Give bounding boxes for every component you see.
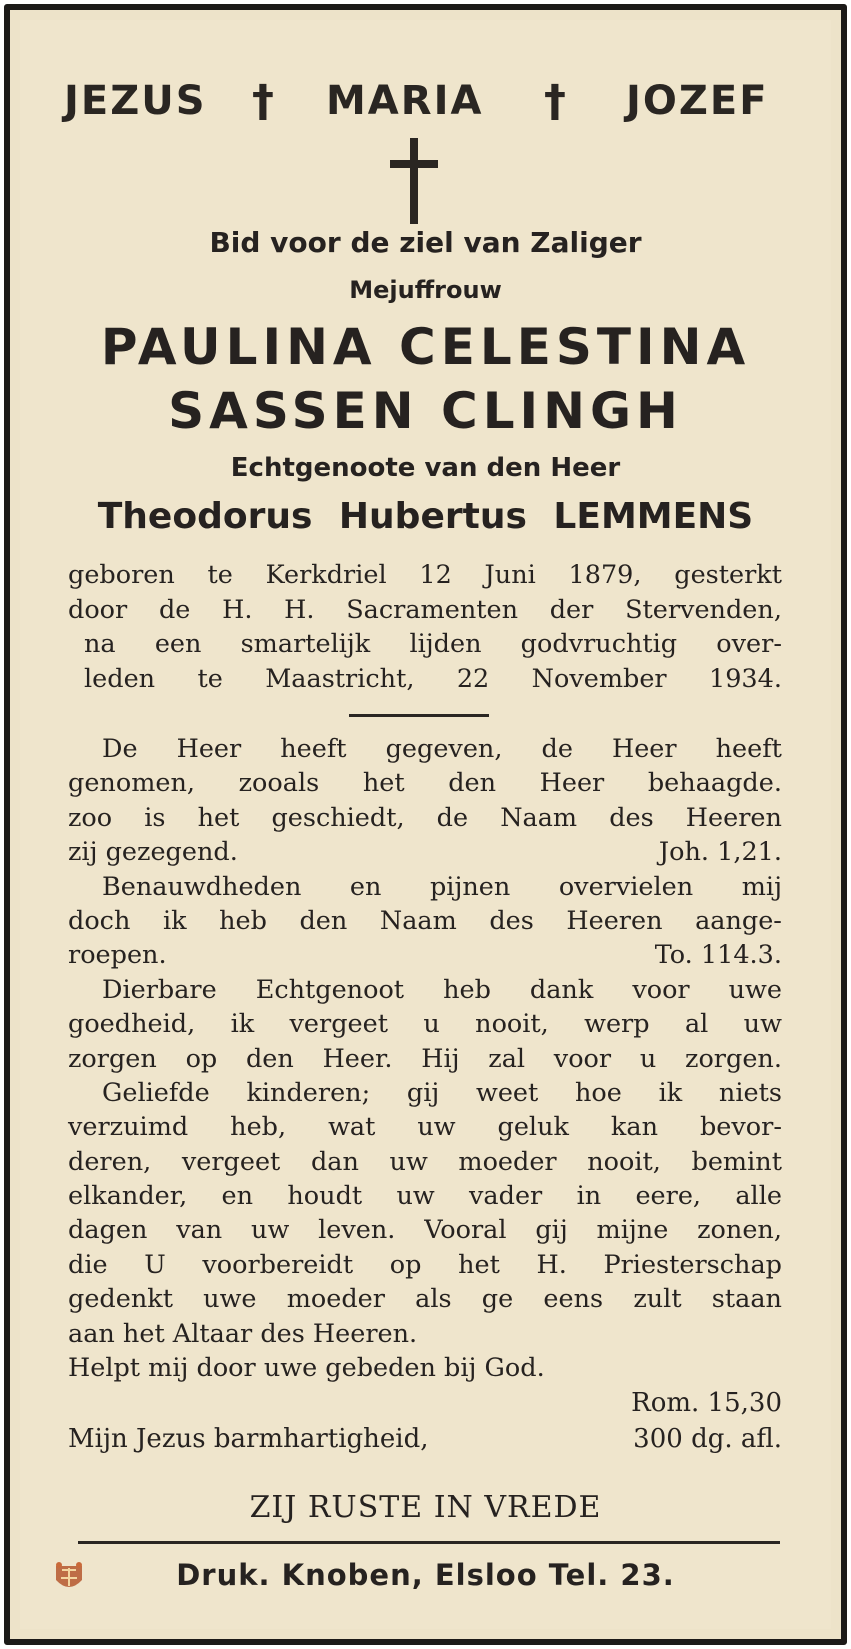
title-mejuffrouw: Mejuffrouw bbox=[349, 276, 502, 304]
biography-word: te bbox=[207, 560, 233, 590]
biography-word: November bbox=[531, 663, 667, 694]
text-line bbox=[68, 1248, 782, 1282]
text-word: heb bbox=[219, 905, 267, 936]
text-word: u bbox=[639, 1043, 657, 1074]
text-word: niets bbox=[718, 1077, 782, 1108]
biography-line bbox=[68, 593, 782, 628]
text-word: Dierbare bbox=[102, 974, 217, 1005]
text-word: zij gezegend. bbox=[68, 837, 238, 868]
biography-word: gesterkt bbox=[674, 560, 782, 590]
text-word: Naam bbox=[500, 802, 578, 833]
text-word: weet bbox=[476, 1077, 539, 1108]
biography-line bbox=[68, 627, 782, 662]
text-word: zal bbox=[488, 1043, 526, 1074]
text-word: op bbox=[389, 1249, 422, 1280]
biography-word: over- bbox=[716, 629, 782, 659]
text-line bbox=[68, 835, 782, 869]
text-word: zorgen bbox=[68, 1043, 157, 1074]
text-word: gij bbox=[406, 1077, 440, 1108]
text-word: den bbox=[245, 1043, 294, 1074]
text-word: elkander, bbox=[68, 1181, 188, 1212]
text-word: is bbox=[144, 802, 166, 833]
biography-word: de bbox=[158, 594, 191, 625]
text-word: Echtgenoot bbox=[255, 974, 405, 1005]
text-word: uw bbox=[743, 1009, 782, 1040]
text-line bbox=[68, 904, 782, 938]
text-word: gij bbox=[535, 1215, 568, 1246]
text-word: die bbox=[68, 1249, 108, 1280]
biography-word: te bbox=[197, 663, 223, 694]
text-word: van bbox=[176, 1215, 223, 1246]
text-word: vergeet bbox=[289, 1009, 388, 1040]
biography-word: door bbox=[68, 594, 128, 625]
text-word: goedheid, bbox=[68, 1009, 196, 1040]
indulgence-days: 300 dg. afl. bbox=[633, 1424, 782, 1454]
text-word: den bbox=[299, 905, 348, 936]
text-word: Joh. 1,21. bbox=[658, 837, 782, 868]
text-word: den bbox=[448, 768, 497, 799]
text-word: gegeven, bbox=[385, 734, 503, 764]
text-word: aan het Altaar des Heeren. bbox=[68, 1318, 418, 1349]
text-word: zult bbox=[633, 1284, 682, 1315]
text-word: Heer bbox=[176, 734, 242, 764]
text-line bbox=[68, 1076, 782, 1110]
text-word: ik bbox=[230, 1009, 255, 1040]
biography-word: na bbox=[84, 629, 116, 659]
text-word: nooit, bbox=[587, 1146, 661, 1177]
biography-word: een bbox=[154, 629, 202, 659]
text-word: wat bbox=[328, 1112, 376, 1143]
text-word: des bbox=[489, 905, 534, 936]
text-word: deren, bbox=[68, 1146, 152, 1177]
text-word: overvielen bbox=[558, 871, 694, 902]
text-word: Heer. bbox=[322, 1043, 393, 1074]
text-word: behaagde. bbox=[647, 768, 782, 799]
text-word: De bbox=[102, 734, 138, 764]
text-word: ik bbox=[162, 905, 187, 936]
text-word: uw bbox=[396, 1181, 435, 1212]
text-word: H. bbox=[536, 1249, 567, 1280]
text-word: nooit, bbox=[475, 1009, 549, 1040]
text-word: Naam bbox=[379, 905, 457, 936]
text-word: zooals bbox=[238, 768, 320, 799]
bottom-divider bbox=[78, 1541, 780, 1544]
text-word: Heeren bbox=[685, 802, 782, 833]
reference-rom: Rom. 15,30 bbox=[631, 1388, 782, 1418]
text-word: leven. bbox=[318, 1215, 396, 1246]
text-word: het bbox=[458, 1249, 500, 1280]
scripture-texts bbox=[68, 732, 782, 1385]
text-word: verzuimd bbox=[68, 1112, 189, 1143]
small-cross-icon: † bbox=[252, 76, 274, 127]
biography-word: der bbox=[549, 594, 594, 625]
text-word: voor bbox=[553, 1043, 612, 1074]
printer-line: Druk. Knoben, Elsloo Tel. 23. bbox=[176, 1558, 675, 1592]
text-word: voorbereidt bbox=[202, 1249, 354, 1280]
biography-word: 22 bbox=[456, 663, 490, 694]
biography-word: 12 bbox=[419, 560, 452, 590]
text-line bbox=[68, 1179, 782, 1213]
biography-line bbox=[68, 558, 782, 593]
text-word: dan bbox=[310, 1146, 359, 1177]
text-word: ik bbox=[658, 1077, 683, 1108]
text-line bbox=[68, 1042, 782, 1076]
text-word: uw bbox=[251, 1215, 290, 1246]
cross-icon bbox=[390, 138, 438, 224]
text-word: To. 114.3. bbox=[654, 940, 782, 971]
text-line bbox=[68, 801, 782, 835]
biography-word: smartelijk bbox=[240, 629, 371, 659]
text-word: ge bbox=[481, 1284, 514, 1315]
text-word: Geliefde bbox=[102, 1077, 210, 1108]
text-word: vergeet bbox=[181, 1146, 281, 1177]
prayer-request: Bid voor de ziel van Zaliger bbox=[209, 226, 642, 259]
text-word: U bbox=[144, 1249, 166, 1280]
biography-word: godvruchtig bbox=[520, 629, 678, 659]
text-line bbox=[68, 1282, 782, 1316]
header-word-jozef: JOZEF bbox=[626, 78, 769, 124]
text-word: uw bbox=[417, 1112, 456, 1143]
text-word: heb, bbox=[230, 1112, 287, 1143]
text-word: zoo bbox=[68, 802, 113, 833]
text-word: Hij bbox=[421, 1043, 460, 1074]
text-word: werp bbox=[584, 1009, 650, 1040]
text-word: het bbox=[362, 768, 405, 799]
text-line bbox=[68, 1145, 782, 1179]
biography-word: H. bbox=[222, 594, 253, 625]
text-word: voor bbox=[632, 974, 690, 1005]
text-word: moeder bbox=[286, 1284, 385, 1315]
text-word: zonen, bbox=[697, 1215, 782, 1246]
header-word-maria: MARIA bbox=[326, 78, 484, 124]
deceased-name-line1: PAULINA CELESTINA bbox=[100, 318, 751, 376]
biography-word: Juni bbox=[484, 560, 536, 590]
small-cross-icon: † bbox=[544, 76, 566, 127]
rest-in-peace: ZIJ RUSTE IN VREDE bbox=[249, 1490, 602, 1525]
text-word: op bbox=[185, 1043, 218, 1074]
text-word: de bbox=[436, 802, 469, 833]
text-word: als bbox=[415, 1284, 452, 1315]
deceased-name-line2: SASSEN CLINGH bbox=[168, 382, 683, 440]
biography-word: H. bbox=[284, 594, 315, 625]
biography-word: leden bbox=[84, 663, 156, 694]
text-word: geschiedt, bbox=[271, 802, 405, 833]
header-word-jezus: JEZUS bbox=[64, 78, 207, 124]
text-word: Vooral bbox=[424, 1215, 507, 1246]
text-word: in bbox=[576, 1181, 602, 1212]
text-line bbox=[68, 938, 782, 972]
text-word: u bbox=[423, 1009, 440, 1040]
text-line bbox=[68, 732, 782, 766]
text-word: zorgen. bbox=[685, 1043, 782, 1074]
text-word: Priesterschap bbox=[603, 1249, 782, 1280]
text-word: en bbox=[349, 871, 382, 902]
text-word: de bbox=[541, 734, 573, 764]
text-word: moeder bbox=[458, 1146, 557, 1177]
text-word: hoe bbox=[575, 1077, 622, 1108]
text-word: mijne bbox=[596, 1215, 669, 1246]
text-line bbox=[68, 1007, 782, 1041]
text-word: geluk bbox=[497, 1112, 569, 1143]
text-word: pijnen bbox=[429, 871, 511, 902]
text-word: eens bbox=[543, 1284, 604, 1315]
text-word: het bbox=[197, 802, 240, 833]
spouse-name: Theodorus Hubertus LEMMENS bbox=[97, 496, 754, 537]
biography-word: Maastricht, bbox=[265, 663, 415, 694]
text-word: Heeren bbox=[566, 905, 663, 936]
text-word: staan bbox=[711, 1284, 782, 1315]
text-word: alle bbox=[735, 1181, 782, 1212]
biography-word: Sacramenten bbox=[346, 594, 519, 625]
text-word: gedenkt bbox=[68, 1284, 173, 1315]
text-word: Benauwdheden bbox=[102, 871, 302, 902]
text-word: genomen, bbox=[68, 768, 195, 799]
text-word: dagen bbox=[68, 1215, 148, 1246]
text-line bbox=[68, 1213, 782, 1247]
text-line bbox=[68, 1351, 782, 1385]
text-word: doch bbox=[68, 905, 131, 936]
text-word: Heer bbox=[611, 734, 677, 764]
text-word: heeft bbox=[715, 734, 782, 764]
biography-word: geboren bbox=[68, 560, 175, 590]
text-word: Helpt mij door uwe gebeden bij God. bbox=[68, 1353, 545, 1384]
biography bbox=[68, 558, 782, 696]
text-word: roepen. bbox=[68, 940, 167, 971]
divider bbox=[349, 714, 489, 717]
text-word: uw bbox=[389, 1146, 428, 1177]
indulgence-line bbox=[68, 1424, 782, 1454]
biography-word: lijden bbox=[409, 629, 482, 659]
text-word: uwe bbox=[728, 974, 782, 1005]
text-word: al bbox=[684, 1009, 709, 1040]
indulgence-prayer: Mijn Jezus barmhartigheid, bbox=[68, 1424, 429, 1454]
text-word: mij bbox=[741, 871, 782, 902]
biography-word: Kerkdriel bbox=[265, 560, 387, 590]
text-word: heb bbox=[443, 974, 491, 1005]
text-word: bevor- bbox=[699, 1112, 782, 1143]
text-line bbox=[68, 1317, 782, 1351]
text-word: des bbox=[609, 802, 654, 833]
text-line bbox=[68, 870, 782, 904]
text-word: bemint bbox=[691, 1146, 782, 1177]
text-line bbox=[68, 766, 782, 800]
text-word: Heer bbox=[539, 768, 605, 799]
text-word: kinderen; bbox=[246, 1077, 371, 1108]
text-word: houdt bbox=[287, 1181, 363, 1212]
text-word: kan bbox=[610, 1112, 658, 1143]
text-word: dank bbox=[529, 974, 594, 1005]
text-word: eere, bbox=[635, 1181, 702, 1212]
biography-word: 1934. bbox=[708, 663, 782, 694]
text-word: en bbox=[221, 1181, 254, 1212]
spouse-intro: Echtgenoote van den Heer bbox=[230, 453, 621, 483]
text-line bbox=[68, 1110, 782, 1144]
biography-word: 1879, bbox=[568, 560, 642, 590]
text-word: heeft bbox=[280, 734, 347, 764]
text-word: vader bbox=[469, 1181, 543, 1212]
text-word: aange- bbox=[695, 905, 782, 936]
text-word: uwe bbox=[203, 1284, 257, 1315]
biography-word: Stervenden, bbox=[625, 594, 782, 625]
biography-line bbox=[68, 662, 782, 697]
text-line bbox=[68, 973, 782, 1007]
